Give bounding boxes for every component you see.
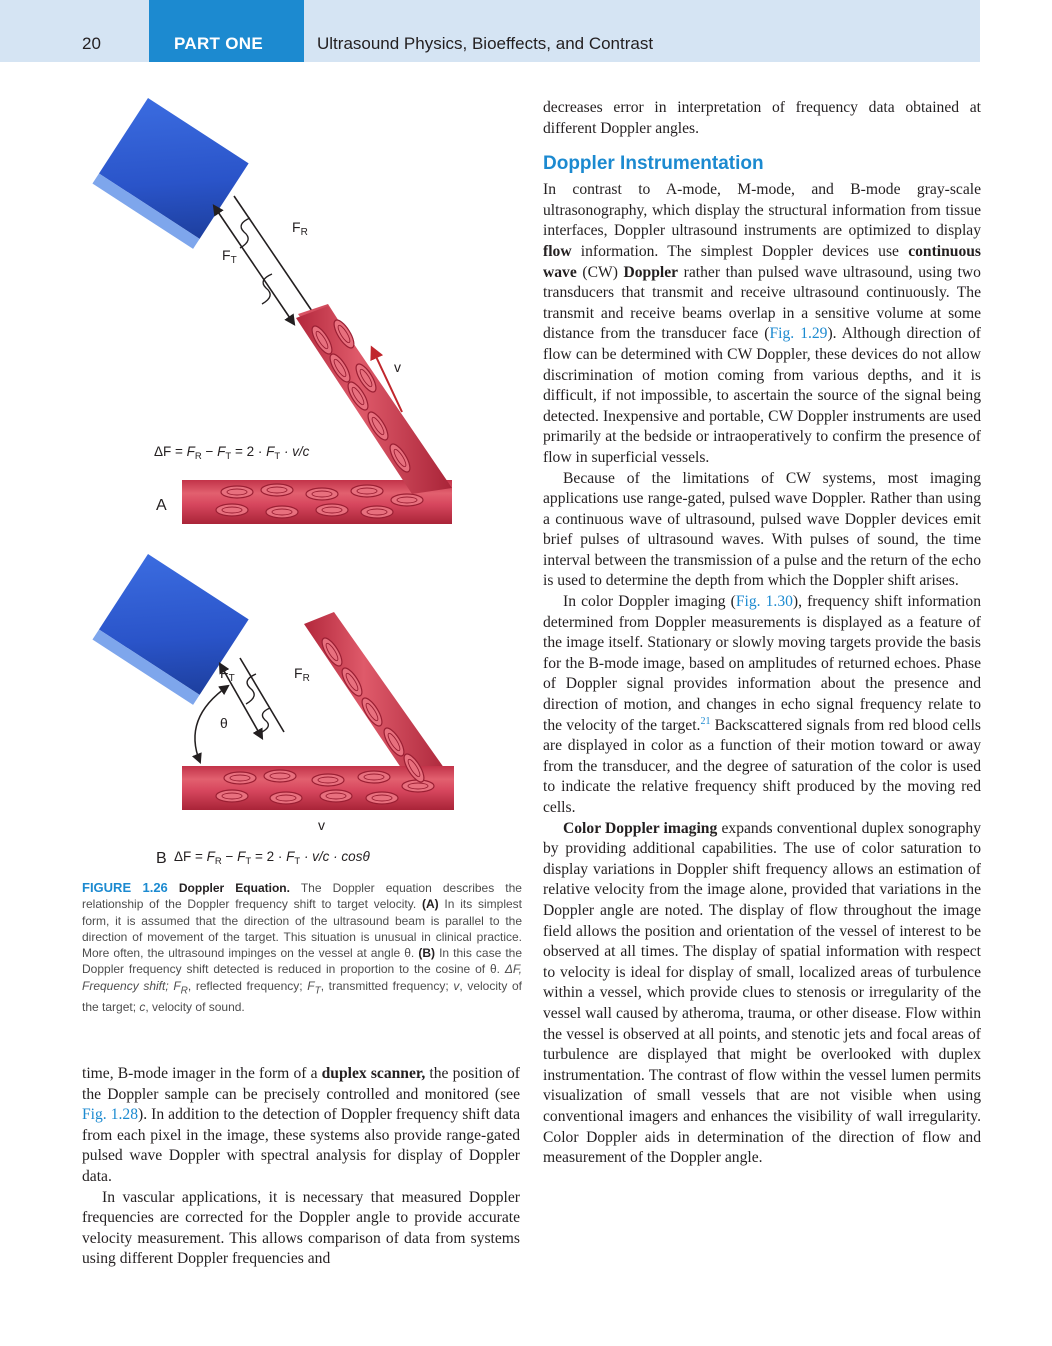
caption-abbrev: F <box>173 978 181 993</box>
panel-a-ft-label: $F_T$ <box>222 247 237 266</box>
caption-abbrev: c <box>139 1000 146 1015</box>
page-number: 20 <box>82 34 101 53</box>
caption-text: In its simplest form, it is assumed that the direction of the ultrasound beam is parallel to the direction of movement of the target. This situation is unusual in clinical practice. More often, the ultrasound impinges on the vessel at angle θ. <box>82 897 522 961</box>
panel-b-letter: B <box>156 850 167 867</box>
running-title: Ultrasound Physics, Bioeffects, and Contrast <box>317 34 654 53</box>
caption-abbrev: F <box>307 978 315 993</box>
panel-a-letter: A <box>156 497 167 514</box>
caption-text: In this case the Doppler frequency shift detected is reduced in proportion to the cosine of θ. <box>82 946 523 977</box>
caption-text: , transmitted frequency; <box>320 978 454 993</box>
panel-a <box>92 98 452 524</box>
part-label: PART ONE <box>174 34 263 53</box>
caption-panel-a-ref: (A) <box>421 897 439 912</box>
transducer-probe-icon <box>92 554 248 705</box>
caption-abbrev: T <box>314 985 321 997</box>
panel-a-equation: $\Delta F = F_R - F_T = 2 \cdot F_T \cdot v/c$ <box>154 444 310 462</box>
figure-caption <box>82 880 522 1016</box>
right-column <box>543 98 981 1169</box>
transducer-probe-icon <box>92 98 248 249</box>
reference-superscript[interactable]: 21 <box>700 715 711 727</box>
doppler-equation-figure <box>82 78 522 878</box>
ultrasound-wave-icon <box>220 658 284 738</box>
panel-a-fr-label: $F_R$ <box>292 219 308 238</box>
figure-number: FIGURE 1.26 <box>82 880 168 895</box>
paragraph: In color Doppler imaging (Fig. 1.30), frequency shift information determined from Doppler measurements is displayed as a feature of the image itself. Stationary or slowly moving targets provide the basis for the B-mode image, based on amplitudes of returned echoes. Phase of Doppler signal provides information about the presence and direction of motion, and changes in echo signal frequency relate to the velocity of the target.$^{21}$ Backscattered signals from red blood cells are displayed in color as a function of their motion toward or away from the transducer, and the degree of saturation of the color is used to indicate the relative frequency shift produced by the moving red cells. <box>543 593 982 816</box>
section-heading: Doppler Instrumentation <box>543 153 764 175</box>
panel-b <box>92 554 454 867</box>
panel-b-theta-label: θ <box>220 715 228 731</box>
figure-link[interactable]: Fig. 1.29 <box>769 325 828 343</box>
panel-b-fr-label: $F_R$ <box>294 665 310 684</box>
caption-text: The Doppler equation describes the relationship of the Doppler frequency shift to target velocity. <box>82 881 522 912</box>
figure-link[interactable]: Fig. 1.30 <box>735 593 793 611</box>
panel-a-v-label: v <box>394 359 401 375</box>
caption-panel-b-ref: (B) <box>418 946 435 961</box>
paragraph: time, B-mode imager in the form of a duplex scanner, the position of the Doppler sample can be precisely controlled and monitored (see Fig. 1.28). In addition to the detection of Doppler frequency shift data from each pixel in the image, these systems also provide range-gated pulsed wave Doppler with spectral analysis for display of Doppler data. <box>82 1065 521 1185</box>
caption-abbrev: R <box>180 985 188 997</box>
paragraph: Because of the limitations of CW systems, most imaging applications use range-gated, pulsed wave Doppler. Rather than using a continuous wave of ultrasound, pulsed wave Doppler devices emit brief pulses of ultrasound waves. With pulses of sound, the time interval between the transmission of a pulse and the return of the echo is used to determine the depth from which the Doppler shift arises. <box>543 469 981 590</box>
figure-link[interactable]: Fig. 1.28 <box>82 1106 139 1124</box>
paragraph: Color Doppler imaging expands conventional duplex sonography by providing additional capabilities. The use of color saturation to display variations in Doppler shift frequency allows an estimation of relative velocity from the image alone, provided that variations in the Doppler angle are noted. The display of flow throughout the image field allows the position and orientation of the vessel of interest to be observed at all times. The display of spatial information with respect to velocity is ideal for display of small, localized areas of turbulence within a vessel, which provide clues to stenosis or irregularity of the vessel wall caused by atheroma, trauma, or other disease. Flow within the vessel is observed at all points, and stenotic jets and focal areas of turbulence are displayed that might be overlooked with duplex instrumentation. The contrast of flow within the vessel lumen permits visualization of small vessels that are not visible when using conventional imagers and enhances the visibility of wall irregularity. Color Doppler aids in determination of the direction of flow and measurement of the Doppler angle. <box>543 819 981 1167</box>
paragraph: In contrast to A-mode, M-mode, and B-mode gray-scale ultrasonography, which display the structural information from tissue interfaces, Doppler ultrasound instruments are optimized to display flow information. The simplest Doppler devices use continuous wave (CW) Doppler rather than pulsed wave ultrasound, using two transducers that transmit and receive ultrasound continuously. The transmit and receive beams overlap in a sensitive volume at some distance from the transducer face (Fig. 1.29). Although direction of flow can be determined with CW Doppler, these devices do not allow discrimination of motion coming from various depths, and it is difficult, if not impossible, to ascertain the source of the signal being detected. Inexpensive and portable, CW Doppler instruments are used primarily at the bedside or intraoperatively to confirm the presence of flow in superficial vessels. <box>543 181 982 466</box>
caption-text: , velocity of the target; <box>82 978 522 1015</box>
paragraph: decreases error in interpretation of frequency data obtained at different Doppler angles. <box>543 99 981 137</box>
paragraph: In vascular applications, it is necessary that measured Doppler frequencies are corrected for the Doppler angle to provide accurate velocity measurement. This allows comparison of data from systems using different Doppler frequencies and <box>82 1188 520 1268</box>
left-column <box>82 1064 520 1270</box>
caption-abbrev: v <box>453 978 460 993</box>
caption-text: , velocity of sound. <box>145 1000 245 1015</box>
page-header <box>0 0 980 62</box>
caption-text: , reflected frequency; <box>187 978 308 993</box>
figure-title: Doppler Equation. <box>178 881 290 895</box>
part-label-box <box>149 0 304 62</box>
panel-b-v-label: v <box>318 817 325 833</box>
caption-abbrev: ΔF, Frequency shift; <box>82 962 522 993</box>
panel-b-ft-label: $F_T$ <box>220 665 235 684</box>
panel-b-equation: $\Delta F = F_R - F_T = 2 \cdot F_T \cdot v/c \cdot \cos\theta$ <box>174 849 370 867</box>
